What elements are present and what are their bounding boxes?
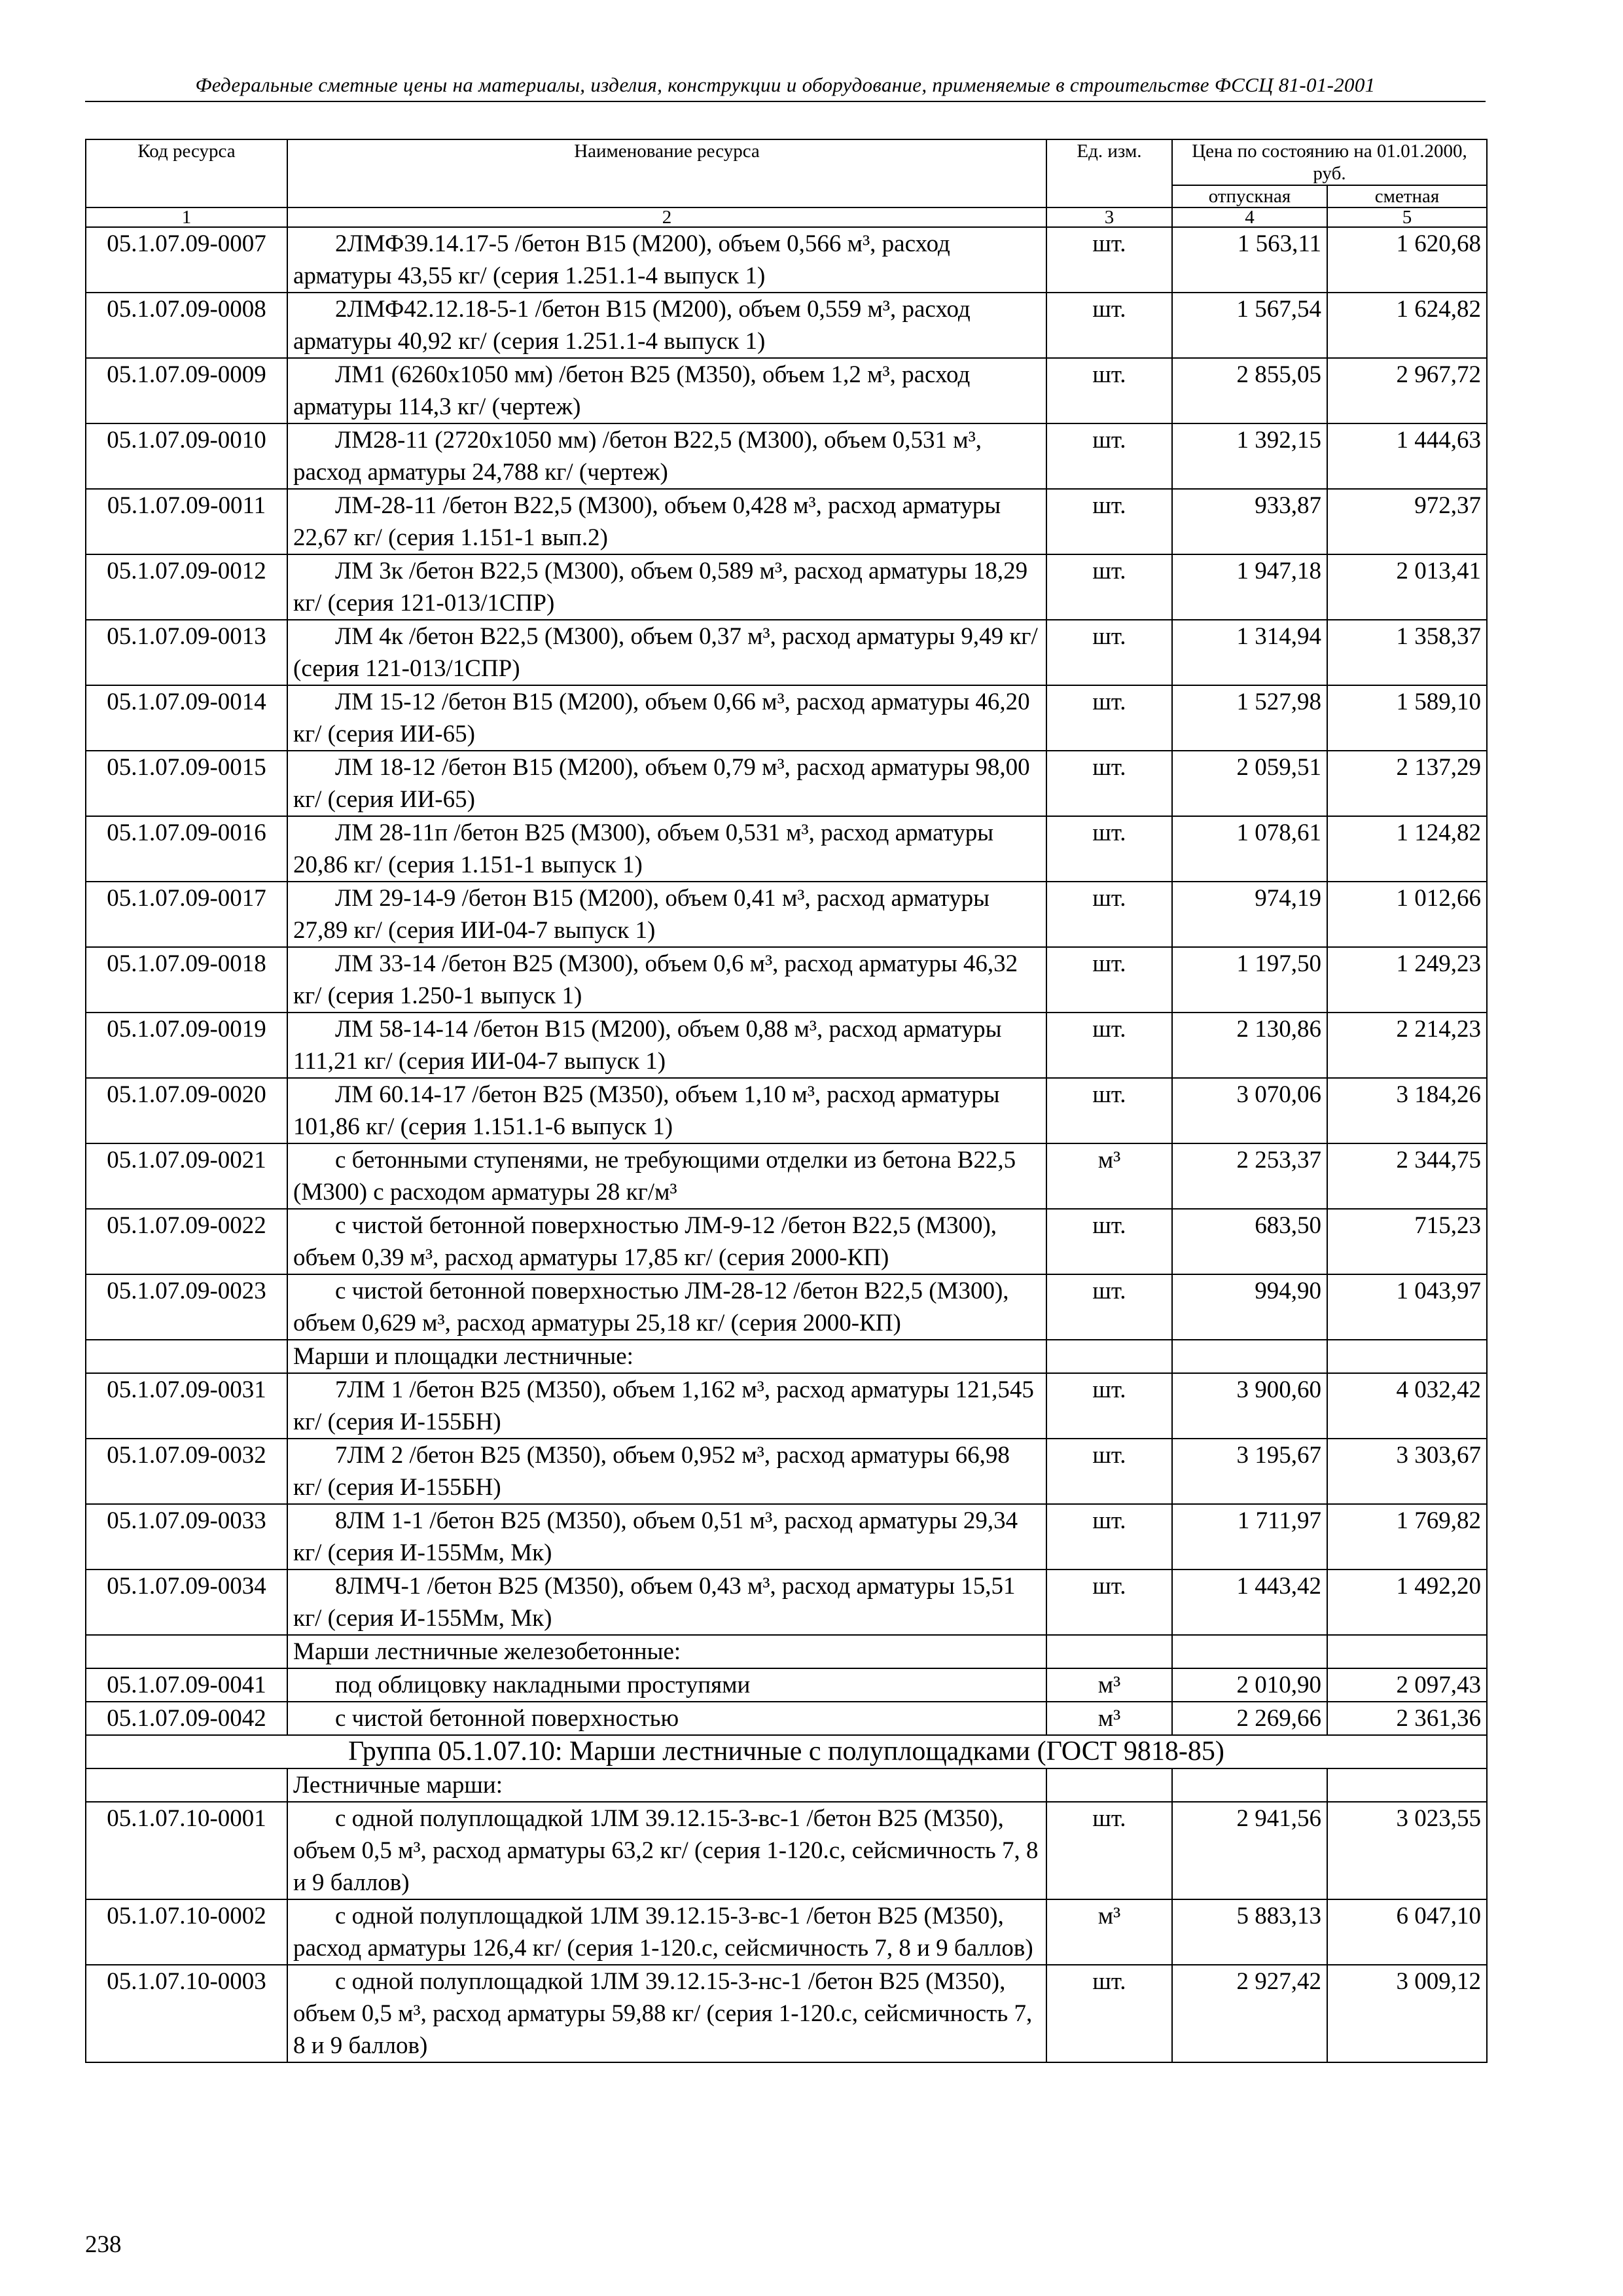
empty-code-cell [86,1340,287,1373]
resource-code: 05.1.07.09-0031 [86,1373,287,1439]
resource-code: 05.1.07.09-0034 [86,1570,287,1635]
estimate-price: 1 012,66 [1327,882,1487,947]
empty-code-cell [86,1768,287,1802]
resource-code: 05.1.07.09-0007 [86,227,287,293]
estimate-price: 1 492,20 [1327,1570,1487,1635]
table-row [86,882,1487,947]
unit-of-measure: шт. [1046,1439,1172,1504]
resource-code: 05.1.07.09-0011 [86,489,287,554]
resource-name: ЛМ 58-14-14 /бетон В15 (М200), объем 0,88 м³, расход арматуры 111,21 кг/ (серия ИИ-04-7 выпуск 1) [287,1013,1046,1078]
table-row [86,1078,1487,1143]
release-price: 994,90 [1172,1274,1327,1340]
release-price: 1 197,50 [1172,947,1327,1013]
estimate-price: 2 137,29 [1327,751,1487,816]
release-price: 1 563,11 [1172,227,1327,293]
unit-of-measure: шт. [1046,1504,1172,1570]
estimate-price: 2 013,41 [1327,554,1487,620]
unit-of-measure: шт. [1046,227,1172,293]
table-row [86,293,1487,358]
estimate-price: 3 009,12 [1327,1965,1487,2062]
resource-name: ЛМ 29-14-9 /бетон В15 (М200), объем 0,41 м³, расход арматуры 27,89 кг/ (серия ИИ-04-7 выпуск 1) [287,882,1046,947]
group-heading-row [86,1735,1487,1768]
estimate-price: 1 124,82 [1327,816,1487,882]
column-number: 5 [1327,207,1487,227]
resource-code: 05.1.07.09-0041 [86,1668,287,1702]
release-price: 1 527,98 [1172,685,1327,751]
release-price: 3 900,60 [1172,1373,1327,1439]
resource-name: ЛМ 3к /бетон В22,5 (М300), объем 0,589 м³, расход арматуры 18,29 кг/ (серия 121-013/1СПР) [287,554,1046,620]
estimate-price: 1 624,82 [1327,293,1487,358]
table-row [86,1013,1487,1078]
group-title: Группа 05.1.07.10: Марши лестничные с полуплощадками (ГОСТ 9818-85) [86,1735,1487,1768]
release-price: 1 392,15 [1172,423,1327,489]
unit-of-measure: шт. [1046,1373,1172,1439]
resource-code: 05.1.07.09-0008 [86,293,287,358]
estimate-price: 2 361,36 [1327,1702,1487,1735]
release-price: 974,19 [1172,882,1327,947]
resource-name: ЛМ1 (6260х1050 мм) /бетон В25 (М350), объем 1,2 м³, расход арматуры 114,3 кг/ (чертеж) [287,358,1046,423]
resource-name: с одной полуплощадкой 1ЛМ 39.12.15-3-нс-1 /бетон В25 (М350), объем 0,5 м³, расход арматуры 59,88 кг/ (серия 1-120.с, сейсмичность 7, 8 и 9 баллов) [287,1965,1046,2062]
release-price: 683,50 [1172,1209,1327,1274]
table-row [86,1570,1487,1635]
table-row [86,1802,1487,1899]
table-row [86,685,1487,751]
table-row [86,1373,1487,1439]
unit-of-measure: шт. [1046,1965,1172,2062]
resource-code: 05.1.07.09-0042 [86,1702,287,1735]
resource-name: 8ЛМЧ-1 /бетон В25 (М350), объем 0,43 м³, расход арматуры 15,51 кг/ (серия И-155Мм, Мк) [287,1570,1046,1635]
release-price: 2 010,90 [1172,1668,1327,1702]
estimate-price: 1 358,37 [1327,620,1487,685]
table-body [86,227,1487,2062]
release-price: 2 130,86 [1172,1013,1327,1078]
release-price: 1 567,54 [1172,293,1327,358]
resource-name: ЛМ 60.14-17 /бетон В25 (М350), объем 1,10 м³, расход арматуры 101,86 кг/ (серия 1.151.1-6 выпуск 1) [287,1078,1046,1143]
release-price: 2 927,42 [1172,1965,1327,2062]
unit-of-measure: м³ [1046,1143,1172,1209]
column-header-code: Код ресурса [86,139,287,207]
resource-code: 05.1.07.09-0033 [86,1504,287,1570]
table-row [86,1899,1487,1965]
unit-of-measure: шт. [1046,489,1172,554]
estimate-price: 1 769,82 [1327,1504,1487,1570]
empty-release-cell [1172,1635,1327,1668]
release-price: 1 947,18 [1172,554,1327,620]
release-price: 2 059,51 [1172,751,1327,816]
running-header: Федеральные сметные цены на материалы, изделия, конструкции и оборудование, применяемые в строительстве ФССЦ 81-01-2001 [85,73,1486,102]
unit-of-measure: шт. [1046,358,1172,423]
estimate-price: 3 303,67 [1327,1439,1487,1504]
resource-name: ЛМ 4к /бетон В22,5 (М300), объем 0,37 м³, расход арматуры 9,49 кг/ (серия 121-013/1СПР) [287,620,1046,685]
release-price: 1 443,42 [1172,1570,1327,1635]
table-row [86,1965,1487,2062]
empty-unit-cell [1046,1768,1172,1802]
estimate-price: 2 097,43 [1327,1668,1487,1702]
unit-of-measure: шт. [1046,751,1172,816]
resource-code: 05.1.07.09-0020 [86,1078,287,1143]
empty-code-cell [86,1635,287,1668]
table-row [86,1504,1487,1570]
release-price: 1 711,97 [1172,1504,1327,1570]
unit-of-measure: шт. [1046,1274,1172,1340]
table-header-row [86,139,1487,185]
column-number: 3 [1046,207,1172,227]
section-title: Марши лестничные железобетонные: [287,1635,1046,1668]
resource-code: 05.1.07.09-0014 [86,685,287,751]
resource-code: 05.1.07.09-0012 [86,554,287,620]
unit-of-measure: шт. [1046,1078,1172,1143]
table-row [86,1274,1487,1340]
table-row [86,554,1487,620]
estimate-price: 1 589,10 [1327,685,1487,751]
release-price: 5 883,13 [1172,1899,1327,1965]
section-row [86,1340,1487,1373]
resource-code: 05.1.07.09-0017 [86,882,287,947]
resource-code: 05.1.07.09-0015 [86,751,287,816]
column-number: 4 [1172,207,1327,227]
table-row [86,1143,1487,1209]
estimate-price: 2 967,72 [1327,358,1487,423]
resource-name: ЛМ 18-12 /бетон В15 (М200), объем 0,79 м³, расход арматуры 98,00 кг/ (серия ИИ-65) [287,751,1046,816]
empty-estimate-cell [1327,1340,1487,1373]
release-price: 3 070,06 [1172,1078,1327,1143]
estimate-price: 1 444,63 [1327,423,1487,489]
table-row [86,358,1487,423]
release-price: 933,87 [1172,489,1327,554]
section-title: Марши и площадки лестничные: [287,1340,1046,1373]
table-row [86,751,1487,816]
column-number: 2 [287,207,1046,227]
resource-code: 05.1.07.09-0019 [86,1013,287,1078]
unit-of-measure: шт. [1046,882,1172,947]
estimate-price: 1 043,97 [1327,1274,1487,1340]
resource-name: ЛМ 28-11п /бетон В25 (М300), объем 0,531 м³, расход арматуры 20,86 кг/ (серия 1.151-1 выпуск 1) [287,816,1046,882]
resource-code: 05.1.07.09-0021 [86,1143,287,1209]
unit-of-measure: шт. [1046,293,1172,358]
price-table [85,139,1488,2063]
unit-of-measure: шт. [1046,1570,1172,1635]
resource-name: с одной полуплощадкой 1ЛМ 39.12.15-3-вс-1 /бетон В25 (М350), расход арматуры 126,4 кг/ (серия 1-120.с, сейсмичность 7, 8 и 9 баллов) [287,1899,1046,1965]
table-row [86,227,1487,293]
resource-name: с чистой бетонной поверхностью ЛМ-9-12 /бетон В22,5 (М300), объем 0,39 м³, расход арматуры 17,85 кг/ (серия 2000-КП) [287,1209,1046,1274]
unit-of-measure: м³ [1046,1668,1172,1702]
table-row [86,620,1487,685]
section-title: Лестничные марши: [287,1768,1046,1802]
unit-of-measure: шт. [1046,816,1172,882]
table-row [86,423,1487,489]
table-row [86,489,1487,554]
column-header-estimate-price: сметная [1327,185,1487,207]
resource-code: 05.1.07.09-0009 [86,358,287,423]
estimate-price: 3 184,26 [1327,1078,1487,1143]
column-number: 1 [86,207,287,227]
empty-release-cell [1172,1340,1327,1373]
release-price: 2 253,37 [1172,1143,1327,1209]
resource-name: 7ЛМ 1 /бетон В25 (М350), объем 1,162 м³, расход арматуры 121,545 кг/ (серия И-155БН) [287,1373,1046,1439]
unit-of-measure: шт. [1046,685,1172,751]
resource-code: 05.1.07.09-0016 [86,816,287,882]
unit-of-measure: шт. [1046,1013,1172,1078]
table-row [86,1668,1487,1702]
section-row [86,1768,1487,1802]
estimate-price: 1 249,23 [1327,947,1487,1013]
resource-name: с чистой бетонной поверхностью ЛМ-28-12 /бетон В22,5 (М300), объем 0,629 м³, расход арматуры 25,18 кг/ (серия 2000-КП) [287,1274,1046,1340]
section-row [86,1635,1487,1668]
unit-of-measure: шт. [1046,423,1172,489]
table-row [86,947,1487,1013]
empty-estimate-cell [1327,1635,1487,1668]
column-number-row [86,207,1487,227]
resource-code: 05.1.07.09-0018 [86,947,287,1013]
resource-code: 05.1.07.10-0002 [86,1899,287,1965]
empty-release-cell [1172,1768,1327,1802]
empty-estimate-cell [1327,1768,1487,1802]
release-price: 1 314,94 [1172,620,1327,685]
release-price: 3 195,67 [1172,1439,1327,1504]
resource-code: 05.1.07.09-0023 [86,1274,287,1340]
release-price: 2 269,66 [1172,1702,1327,1735]
estimate-price: 972,37 [1327,489,1487,554]
estimate-price: 715,23 [1327,1209,1487,1274]
column-header-name: Наименование ресурса [287,139,1046,207]
table-row [86,1439,1487,1504]
estimate-price: 4 032,42 [1327,1373,1487,1439]
resource-name: с чистой бетонной поверхностью [287,1702,1046,1735]
resource-name: ЛМ28-11 (2720х1050 мм) /бетон В22,5 (М300), объем 0,531 м³, расход арматуры 24,788 кг/ (чертеж) [287,423,1046,489]
resource-name: ЛМ 15-12 /бетон В15 (М200), объем 0,66 м³, расход арматуры 46,20 кг/ (серия ИИ-65) [287,685,1046,751]
unit-of-measure: шт. [1046,554,1172,620]
unit-of-measure: м³ [1046,1702,1172,1735]
resource-code: 05.1.07.10-0003 [86,1965,287,2062]
estimate-price: 2 214,23 [1327,1013,1487,1078]
estimate-price: 6 047,10 [1327,1899,1487,1965]
unit-of-measure: шт. [1046,1209,1172,1274]
resource-name: 2ЛМФ42.12.18-5-1 /бетон В15 (М200), объем 0,559 м³, расход арматуры 40,92 кг/ (серия 1.251.1-4 выпуск 1) [287,293,1046,358]
resource-name: с бетонными ступенями, не требующими отделки из бетона В22,5 (М300) с расходом арматуры 28 кг/м³ [287,1143,1046,1209]
table-row [86,1209,1487,1274]
resource-name: 8ЛМ 1-1 /бетон В25 (М350), объем 0,51 м³, расход арматуры 29,34 кг/ (серия И-155Мм, Мк) [287,1504,1046,1570]
unit-of-measure: шт. [1046,947,1172,1013]
resource-name: ЛМ-28-11 /бетон В22,5 (М300), объем 0,428 м³, расход арматуры 22,67 кг/ (серия 1.151-1 вып.2) [287,489,1046,554]
estimate-price: 3 023,55 [1327,1802,1487,1899]
resource-code: 05.1.07.10-0001 [86,1802,287,1899]
release-price: 1 078,61 [1172,816,1327,882]
column-header-release-price: отпускная [1172,185,1327,207]
empty-unit-cell [1046,1635,1172,1668]
resource-name: 2ЛМФ39.14.17-5 /бетон В15 (М200), объем 0,566 м³, расход арматуры 43,55 кг/ (серия 1.251.1-4 выпуск 1) [287,227,1046,293]
column-header-unit: Ед. изм. [1046,139,1172,207]
resource-code: 05.1.07.09-0013 [86,620,287,685]
resource-name: под облицовку накладными проступями [287,1668,1046,1702]
resource-code: 05.1.07.09-0022 [86,1209,287,1274]
release-price: 2 941,56 [1172,1802,1327,1899]
resource-name: ЛМ 33-14 /бетон В25 (М300), объем 0,6 м³, расход арматуры 46,32 кг/ (серия 1.250-1 выпуск 1) [287,947,1046,1013]
unit-of-measure: шт. [1046,620,1172,685]
resource-name: 7ЛМ 2 /бетон В25 (М350), объем 0,952 м³, расход арматуры 66,98 кг/ (серия И-155БН) [287,1439,1046,1504]
column-header-price: Цена по состоянию на 01.01.2000, руб. [1172,139,1487,185]
resource-code: 05.1.07.09-0010 [86,423,287,489]
resource-code: 05.1.07.09-0032 [86,1439,287,1504]
empty-unit-cell [1046,1340,1172,1373]
unit-of-measure: м³ [1046,1899,1172,1965]
estimate-price: 1 620,68 [1327,227,1487,293]
resource-name: с одной полуплощадкой 1ЛМ 39.12.15-3-вс-1 /бетон В25 (М350), объем 0,5 м³, расход арматуры 63,2 кг/ (серия 1-120.с, сейсмичность 7, 8 и 9 баллов) [287,1802,1046,1899]
page-number: 238 [85,2231,122,2258]
release-price: 2 855,05 [1172,358,1327,423]
estimate-price: 2 344,75 [1327,1143,1487,1209]
table-row [86,816,1487,882]
table-row [86,1702,1487,1735]
unit-of-measure: шт. [1046,1802,1172,1899]
